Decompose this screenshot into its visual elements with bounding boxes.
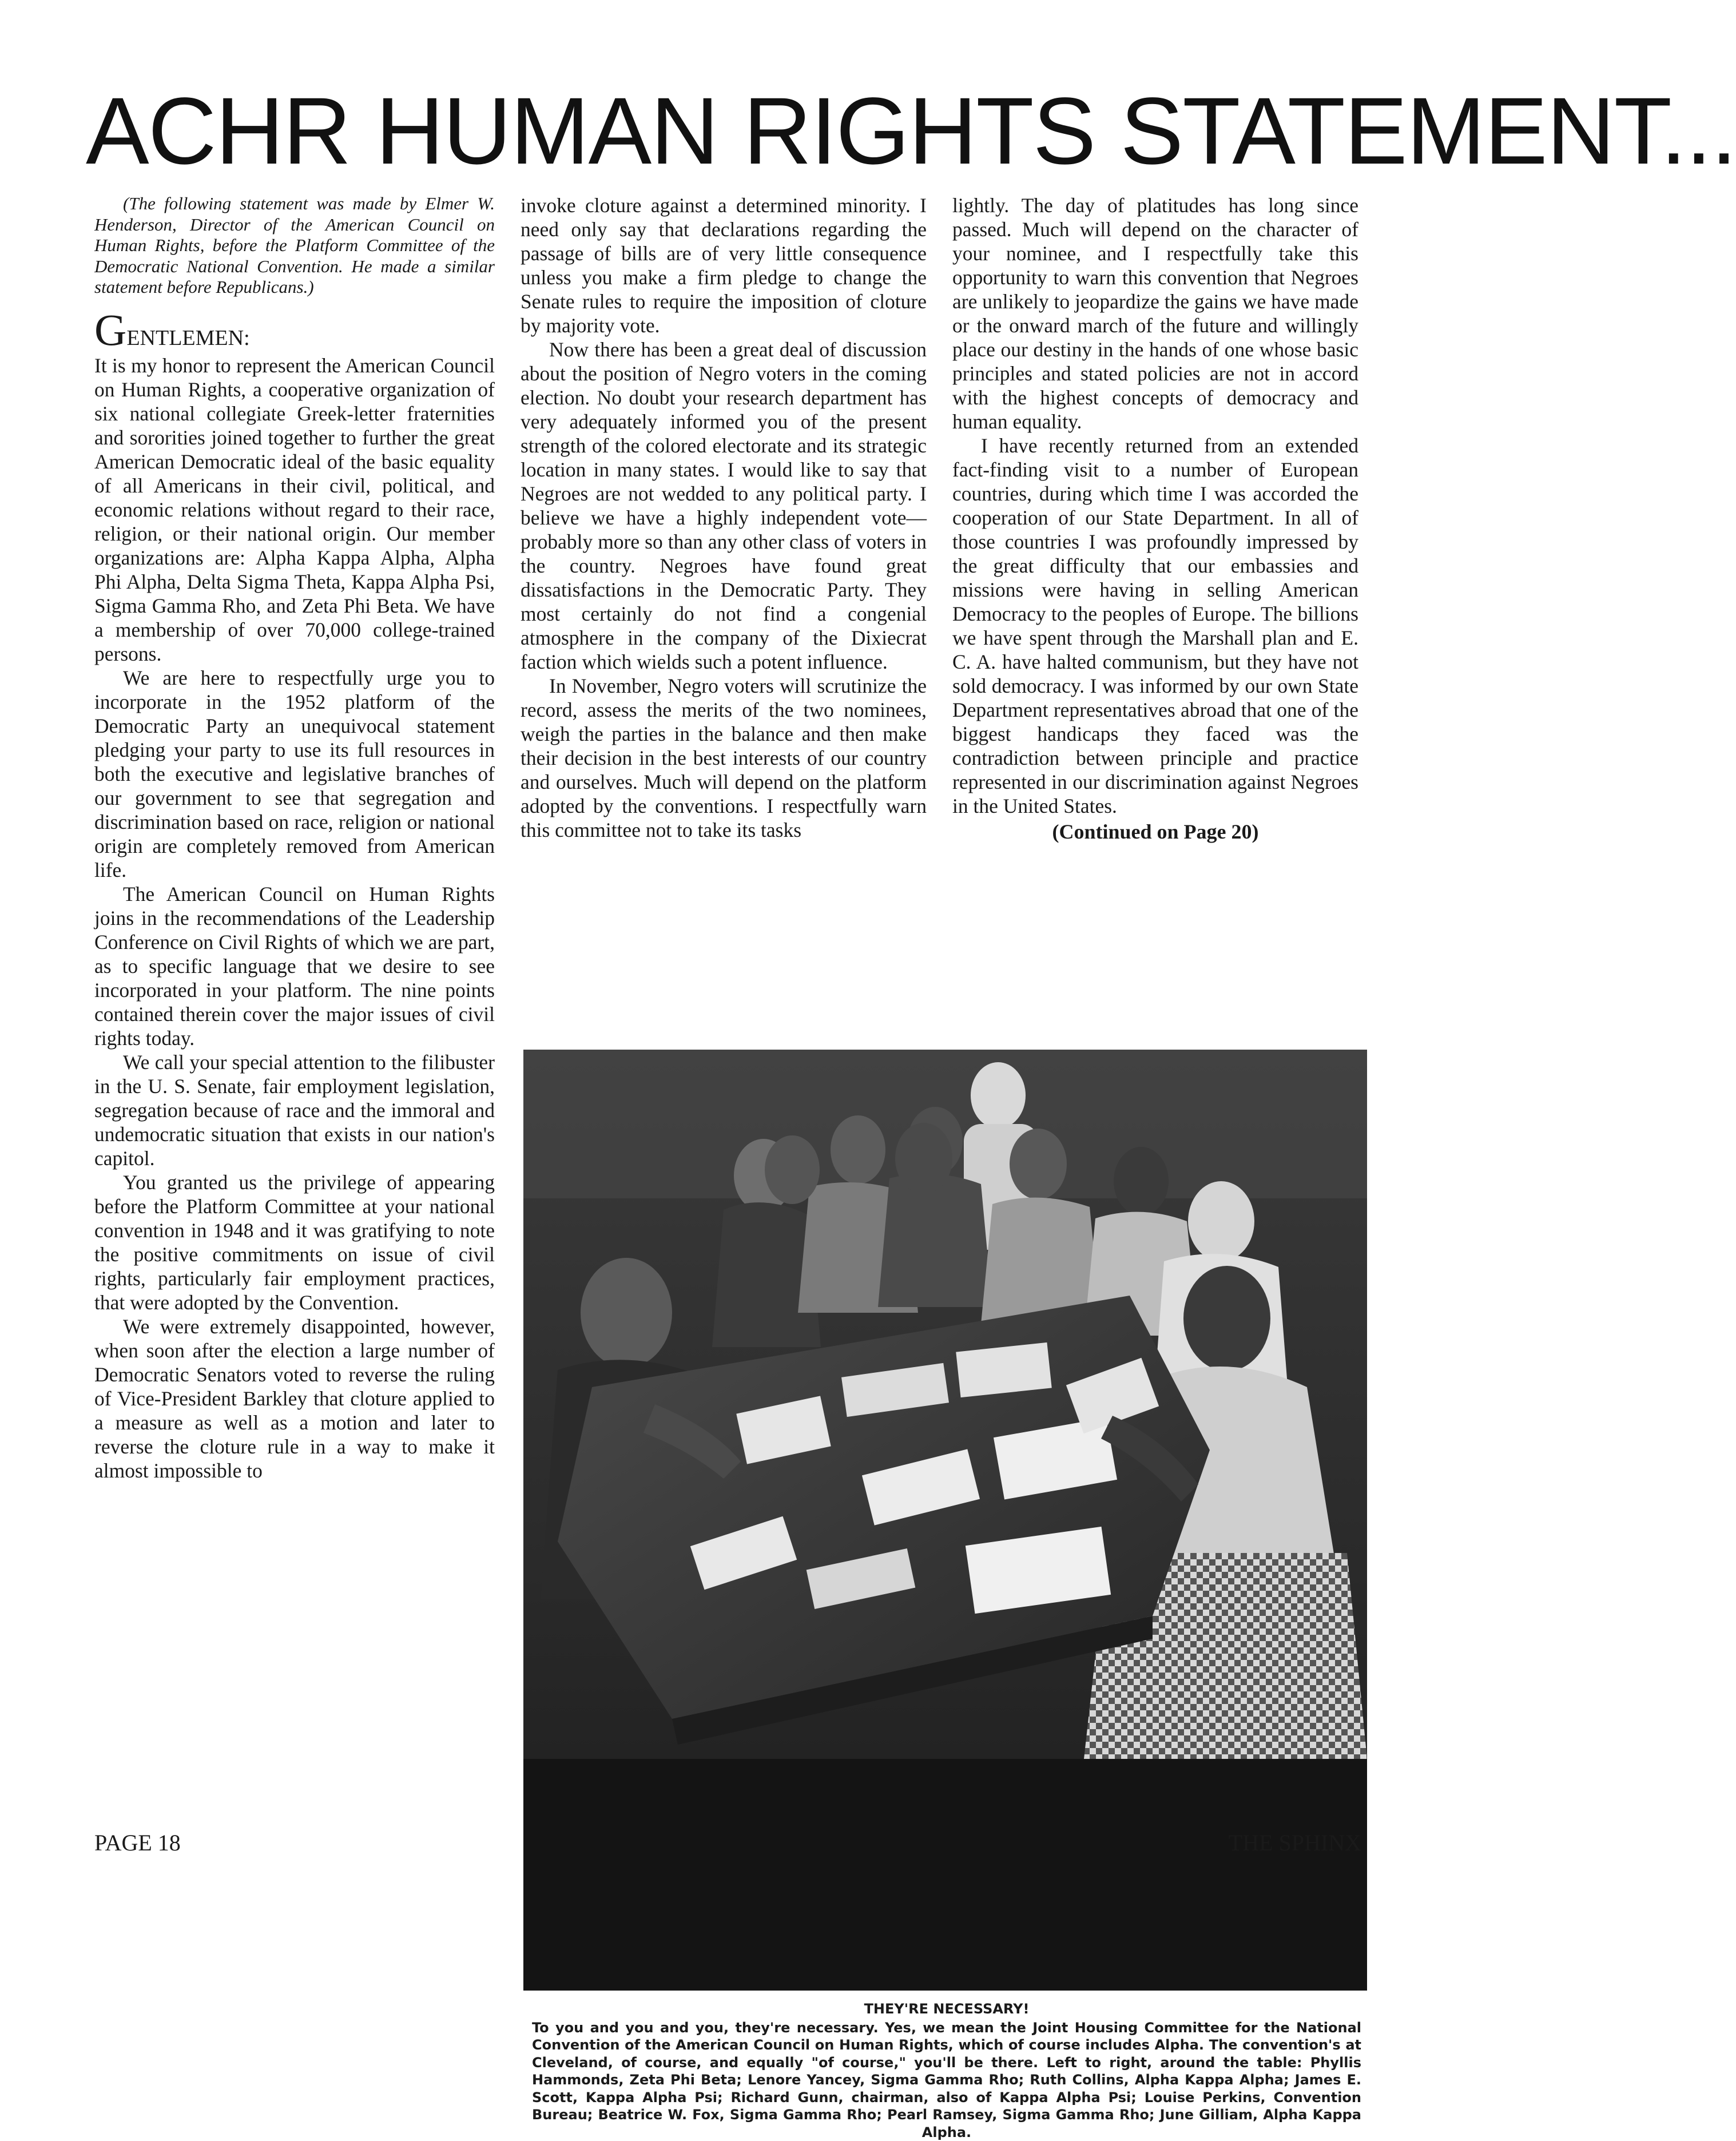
paragraph: We call your special attention to the filibuster in the U. S. Senate, fair employment legislation, segregation because of race and the immoral and undemocratic situation that exists in our nation's capitol. (94, 1050, 495, 1170)
drop-cap: G (94, 305, 126, 355)
paragraph: We are here to respectfully urge you to incorporate in the 1952 platform of the Democratic Party an unequivocal statement pledging your party to use its full resources in both the executive and legislative branches of our government to see that segregation and discrimination based on race, religion or national origin are completely removed from American life. (94, 666, 495, 882)
continued-note: (Continued on Page 20) (952, 819, 1358, 844)
page-number: PAGE 18 (94, 1829, 181, 1857)
paragraph: It is my honor to represent the American Council on Human Rights, a cooperative organization of six national collegiate Greek-letter fraternities and sororities joined together to further the great American Democratic ideal of the basic equality of all Americans in their civil, political, and economic relations without regard to their race, religion, or their national origin. Our member organizations are: Alpha Kappa Alpha, Alpha Phi Alpha, Delta Sigma Theta, Kappa Alpha Psi, Sigma Gamma Rho, and Zeta Phi Beta. We have a membership of over 70,000 college-trained persons. (94, 353, 495, 666)
salutation-text: ENTLEMEN: (126, 326, 249, 350)
paragraph: In November, Negro voters will scrutinize the record, assess the merits of the two nominees, weigh the parties in the balance and then make their decision in the best interests of our country and ourselves. Much will depend on the platform adopted by the conventions. I respectfully warn this committee not to take its tasks (521, 674, 927, 842)
paragraph: The American Council on Human Rights joins in the recommendations of the Leadership Conference on Civil Rights of which we are part, as to specific language that we desire to see incorporated in your platform. The nine points contained therein cover the major issues of civil rights today. (94, 882, 495, 1050)
caption-body: To you and you and you, they're necessary. Yes, we mean the Joint Housing Committee for the National Convention of the American Council on Human Rights, which of course includes Alpha. The convention's at Cleveland, of course, and equally "of course," you'll be there. Left to right, around the table: Phyllis Hammonds, Zeta Phi Beta; Lenore Yancey, Sigma Gamma Rho; Ruth Collins, Alpha Kappa Alpha; James E. Scott, Kappa Alpha Psi; Richard Gunn, chairman, also of Kappa Alpha Psi; Louise Perkins, Convention Bureau; Beatrice W. Fox, Sigma Gamma Rho; Pearl Ramsey, Sigma Gamma Rho; June Gilliam, Alpha Kappa Alpha. (532, 2019, 1361, 2141)
publication-name: THE SPHINX (1229, 1829, 1361, 1857)
paragraph: I have recently returned from an extended fact-finding visit to a number of European countries, during which time I was accorded the cooperation of our State Department. In all of those countries I was profoundly impressed by the great difficulty that our embassies and missions were having in selling American Democracy to the peoples of Europe. The billions we have spent through the Marshall plan and E. C. A. have halted communism, but they have not sold democracy. I was informed by our own State Department representatives abroad that one of the biggest handicaps they faced was the contradiction between principle and practice represented in our discrimination against Negroes in the United States. (952, 434, 1358, 818)
salutation (94, 313, 495, 353)
column-1 (94, 193, 495, 1483)
paragraph: invoke cloture against a determined minority. I need only say that declarations regarding the passage of bills are of very little consequence unless you make a firm pledge to change the Senate rules to require the imposition of cloture by majority vote. (521, 193, 927, 337)
caption-title: THEY'RE NECESSARY! (532, 2000, 1361, 2018)
paragraph: Now there has been a great deal of discussion about the position of Negro voters in the coming election. No doubt your research department has very adequately informed you of the present strength of the colored electorate and its strategic location in many states. I would like to say that Negroes are not wedded to any political party. I believe we have a highly independent vote—probably more so than any other class of voters in the country. Negroes have found great dissatisfactions in the Democratic Party. They most certainly do not find a congenial atmosphere in the company of the Dixiecrat faction which wields such a potent influence. (521, 337, 927, 674)
intro-note: (The following statement was made by Elmer W. Henderson, Director of the American Council on Human Rights, before the Platform Committee of the Democratic National Convention. He made a similar statement before Republicans.) (94, 193, 495, 298)
paragraph: We were extremely disappointed, however, when soon after the election a large number of Democratic Senators voted to reverse the ruling of Vice-President Barkley that cloture applied to a measure as well as a motion and later to reverse the cloture rule in a way to make it almost impossible to (94, 1314, 495, 1483)
photo-caption (532, 2000, 1361, 2141)
page-headline: ACHR HUMAN RIGHTS STATEMENT... (86, 80, 1367, 183)
column-3 (952, 193, 1358, 844)
paragraph: You granted us the privilege of appearing before the Platform Committee at your national convention in 1948 and it was gratifying to note the positive commitments on issue of civil rights, particularly fair employment practices, that were adopted by the Convention. (94, 1170, 495, 1314)
paragraph: lightly. The day of platitudes has long since passed. Much will depend on the character of your nominee, and I respectfully take this opportunity to warn this convention that Negroes are unlikely to jeopardize the gains we have made or the onward march of the future and willingly place our destiny in the hands of one whose basic principles and stated policies are not in accord with the highest concepts of democracy and human equality. (952, 193, 1358, 434)
column-2 (521, 193, 927, 842)
